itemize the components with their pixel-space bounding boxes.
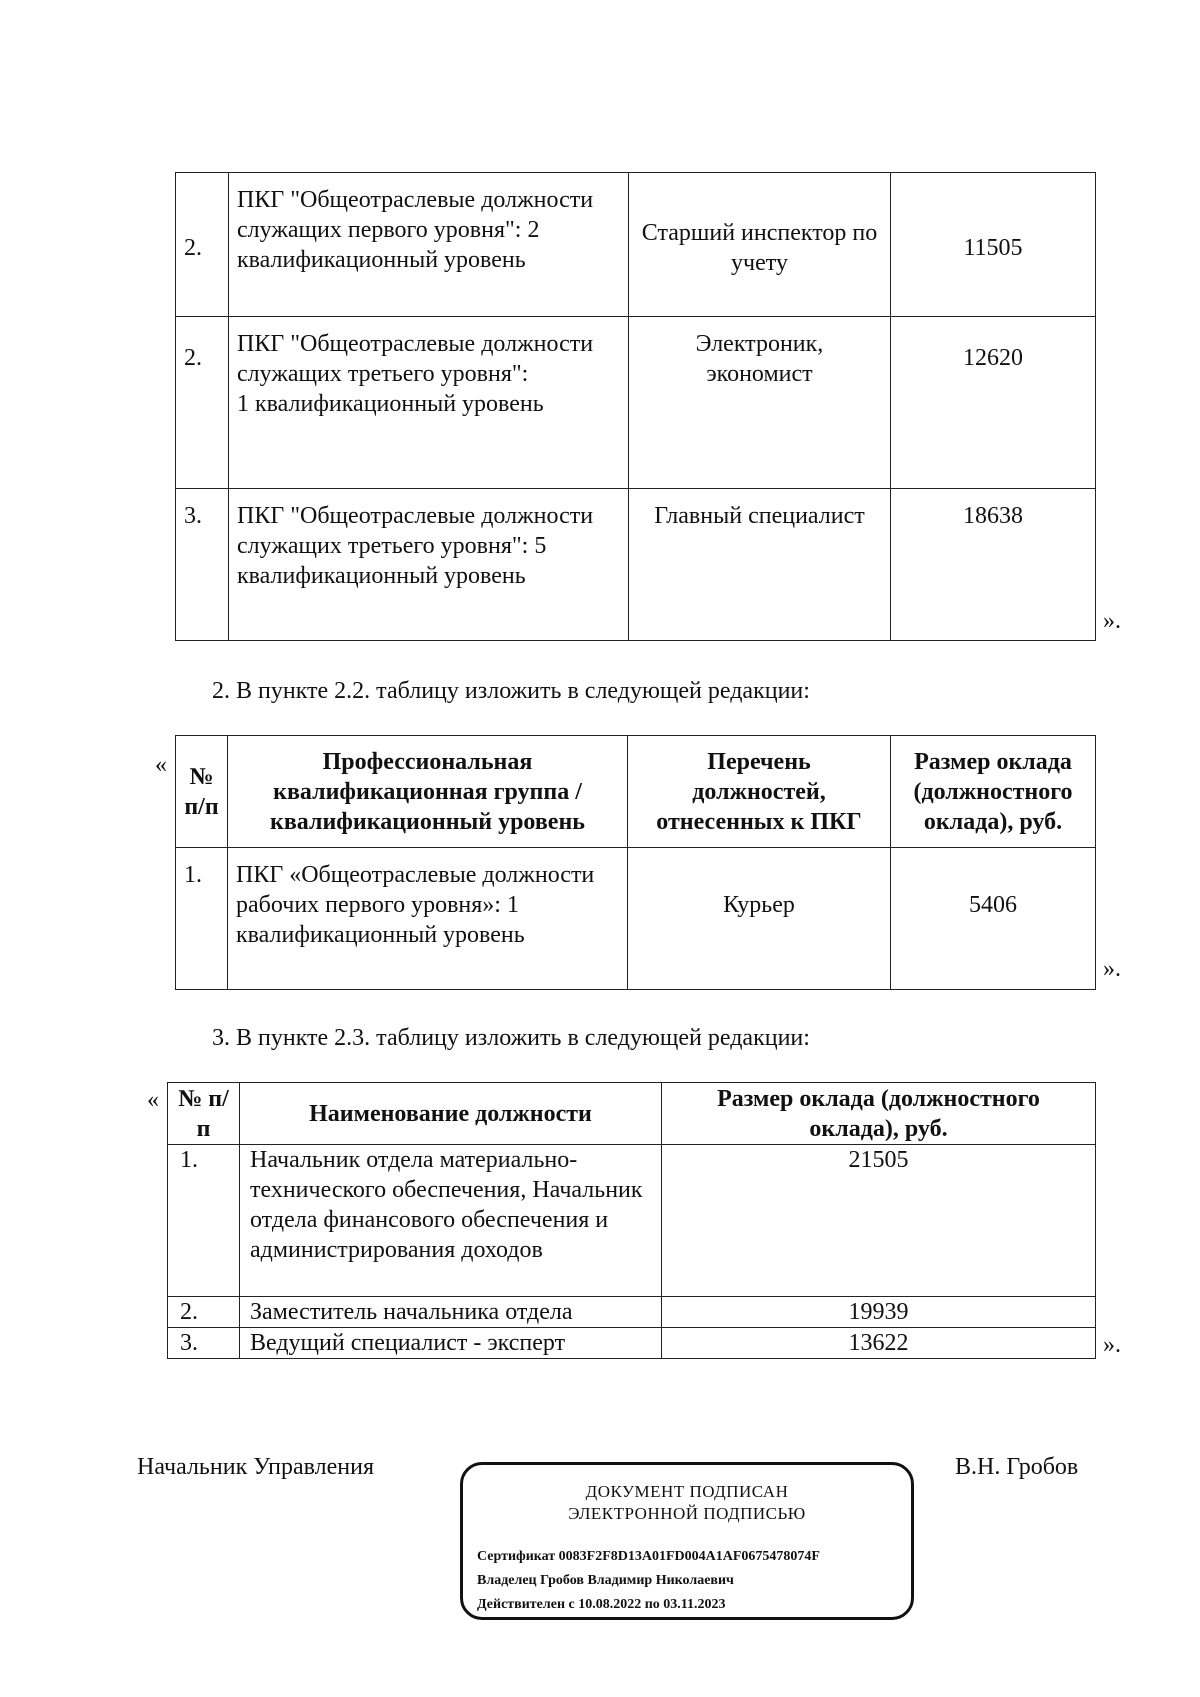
positions-list: Курьер (628, 848, 891, 990)
paragraph-3: 3. В пункте 2.3. таблицу изложить в следующей редакции: (212, 1025, 810, 1051)
stamp-owner: Владелец Гробов Владимир Николаевич (477, 1573, 734, 1588)
positions-list: Старший инспектор по учету (629, 173, 891, 317)
header-group: Профессиональная квалификационная группа / квалификационный уровень (228, 736, 628, 848)
paragraph-2: 2. В пункте 2.2. таблицу изложить в следующей редакции: (212, 678, 810, 704)
close-quote: ». (1103, 956, 1121, 982)
header-name: Наименование должности (240, 1083, 662, 1145)
positions-list: Электроник, экономист (629, 317, 891, 489)
salary-value: 11505 (891, 173, 1096, 317)
row-number: 2. (176, 173, 229, 317)
table-header (176, 736, 1096, 848)
salary-value: 12620 (891, 317, 1096, 489)
table-row (176, 317, 1096, 489)
stamp-title: ДОКУМЕНТ ПОДПИСАН ЭЛЕКТРОННОЙ ПОДПИСЬЮ (568, 1482, 806, 1523)
row-number: 1. (176, 848, 228, 990)
header-num: № п/п (176, 736, 228, 848)
e-signature-stamp (460, 1462, 914, 1620)
table-row (168, 1297, 1096, 1328)
row-number: 3. (176, 489, 229, 641)
salary-value: 21505 (662, 1145, 1096, 1297)
row-number: 3. (168, 1328, 240, 1359)
header-num: № п/п (168, 1083, 240, 1145)
close-quote: ». (1103, 1332, 1121, 1358)
position-name: Ведущий специалист - эксперт (240, 1328, 662, 1359)
table-header (168, 1083, 1096, 1145)
table-row (176, 173, 1096, 317)
open-quote: « (155, 752, 167, 778)
salary-value: 13622 (662, 1328, 1096, 1359)
stamp-valid: Действителен с 10.08.2022 по 03.11.2023 (477, 1597, 726, 1612)
header-salary: Размер оклада (должностного оклада), руб. (891, 736, 1096, 848)
salary-table-1 (175, 172, 1096, 641)
stamp-info (477, 1545, 911, 1617)
qualification-group: ПКГ «Общеотраслевые должности рабочих первого уровня»: 1 квалификационный уровень (228, 848, 628, 990)
qualification-group: ПКГ "Общеотраслевые должности служащих первого уровня": 2 квалификационный уровень (229, 173, 629, 317)
table-row (168, 1328, 1096, 1359)
table-row (176, 848, 1096, 990)
position-name: Начальник отдела материально-технического обеспечения, Начальник отдела финансового обеспечения и администрирования доходов (240, 1145, 662, 1297)
header-positions: Перечень должностей, отнесенных к ПКГ (628, 736, 891, 848)
header-salary: Размер оклада (должностного оклада), руб. (662, 1083, 1096, 1145)
row-number: 2. (168, 1297, 240, 1328)
position-name: Заместитель начальника отдела (240, 1297, 662, 1328)
qualification-group: ПКГ "Общеотраслевые должности служащих третьего уровня": 1 квалификационный уровень (229, 317, 629, 489)
positions-list: Главный специалист (629, 489, 891, 641)
open-quote: « (147, 1087, 159, 1113)
salary-table-3 (167, 1082, 1096, 1359)
table-row (168, 1145, 1096, 1297)
salary-table-2 (175, 735, 1096, 990)
table-row (176, 489, 1096, 641)
salary-value: 18638 (891, 489, 1096, 641)
signatory-name: В.Н. Гробов (955, 1454, 1079, 1480)
salary-value: 5406 (891, 848, 1096, 990)
close-quote: ». (1103, 608, 1121, 634)
qualification-group: ПКГ "Общеотраслевые должности служащих третьего уровня": 5 квалификационный уровень (229, 489, 629, 641)
row-number: 2. (176, 317, 229, 489)
signatory-position: Начальник Управления (137, 1454, 374, 1480)
stamp-certificate: Сертификат 0083F2F8D13A01FD004A1AF0675478074F (477, 1549, 820, 1564)
salary-value: 19939 (662, 1297, 1096, 1328)
row-number: 1. (168, 1145, 240, 1297)
